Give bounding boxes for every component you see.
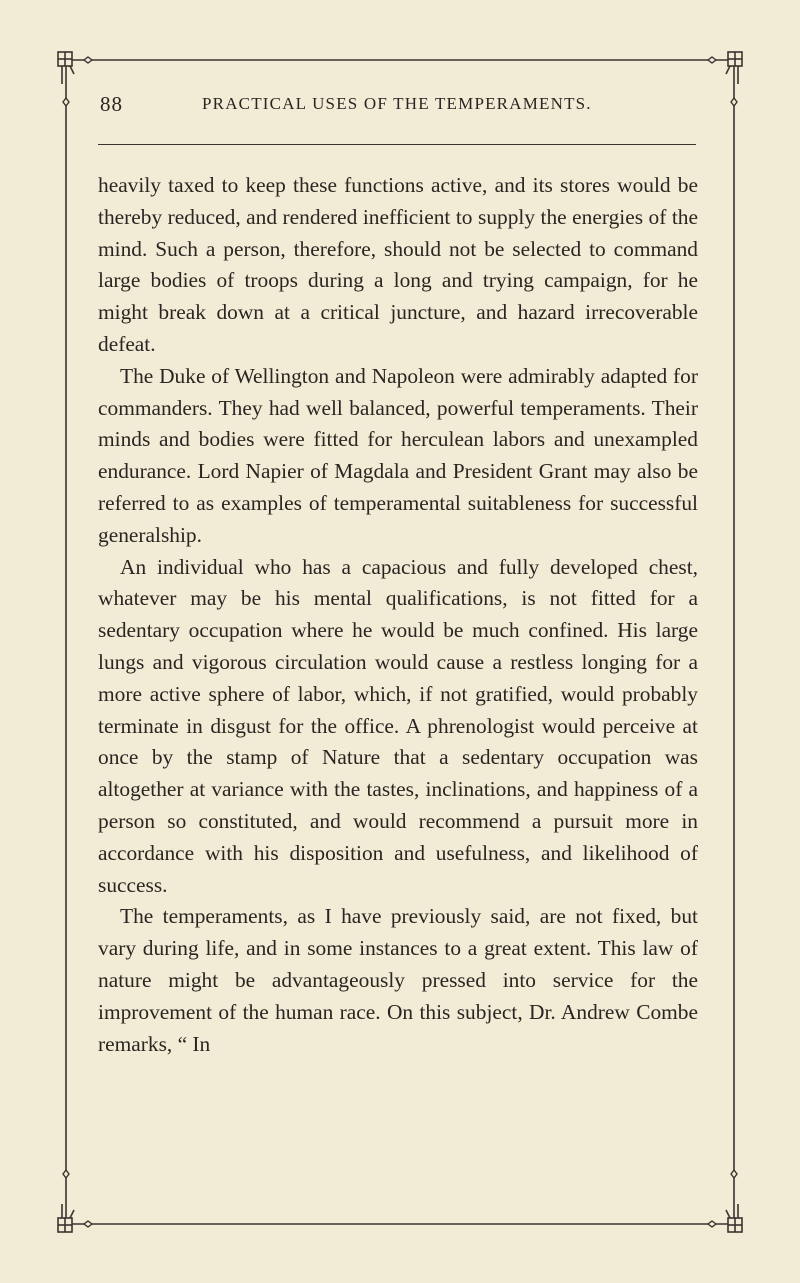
- diamond-ornament: [708, 57, 716, 63]
- diamond-ornament: [63, 1170, 69, 1178]
- diamond-ornament: [63, 98, 69, 106]
- page-header: [100, 92, 700, 122]
- header-rule: [98, 144, 696, 145]
- diamond-ornament: [731, 1170, 737, 1178]
- diamond-ornament: [731, 98, 737, 106]
- paragraph: The Duke of Wellington and Napoleon were admirably adapted for commanders. They had well balanced, powerful temperaments. Their minds and bodies were fitted for herculean labors and unexampled endurance. Lord Napier of Magdala and President Grant may also be referred to as examples of temperamental suitableness for successful generalship.: [98, 363, 698, 547]
- body-text: [98, 170, 698, 1060]
- paragraph: The temperaments, as I have previously said, are not fixed, but vary during life, and in some instances to a great extent. This law of nature might be advantageously pressed into service for the improvement of the human race. On this subject, Dr. Andrew Combe remarks, “ In: [98, 904, 698, 1056]
- diamond-ornament: [84, 1221, 92, 1227]
- page-number: 88: [100, 92, 123, 116]
- running-head: PRACTICAL USES OF THE TEMPERAMENTS.: [202, 94, 592, 113]
- diamond-ornament: [84, 57, 92, 63]
- paragraph: heavily taxed to keep these functions active, and its stores would be thereby reduced, and rendered inefficient to supply the energies of the mind. Such a person, therefore, should not be selected to command large bodies of troops during a long and trying campaign, for he might break down at a critical juncture, and hazard irrecoverable defeat.: [98, 173, 698, 356]
- diamond-ornament: [708, 1221, 716, 1227]
- paragraph: An individual who has a capacious and fully developed chest, whatever may be his mental qualifications, is not fitted for a sedentary occupation where he would be much confined. His large lungs and vigorous circulation would cause a restless longing for a more active sphere of labor, which, if not gratified, would probably terminate in disgust for the office. A phrenologist would perceive at once by the stamp of Nature that a sedentary occupation was altogether at variance with the tastes, inclinations, and happiness of a person so constituted, and would recommend a pursuit more in accordance with his disposition and usefulness, and likelihood of success.: [98, 554, 698, 897]
